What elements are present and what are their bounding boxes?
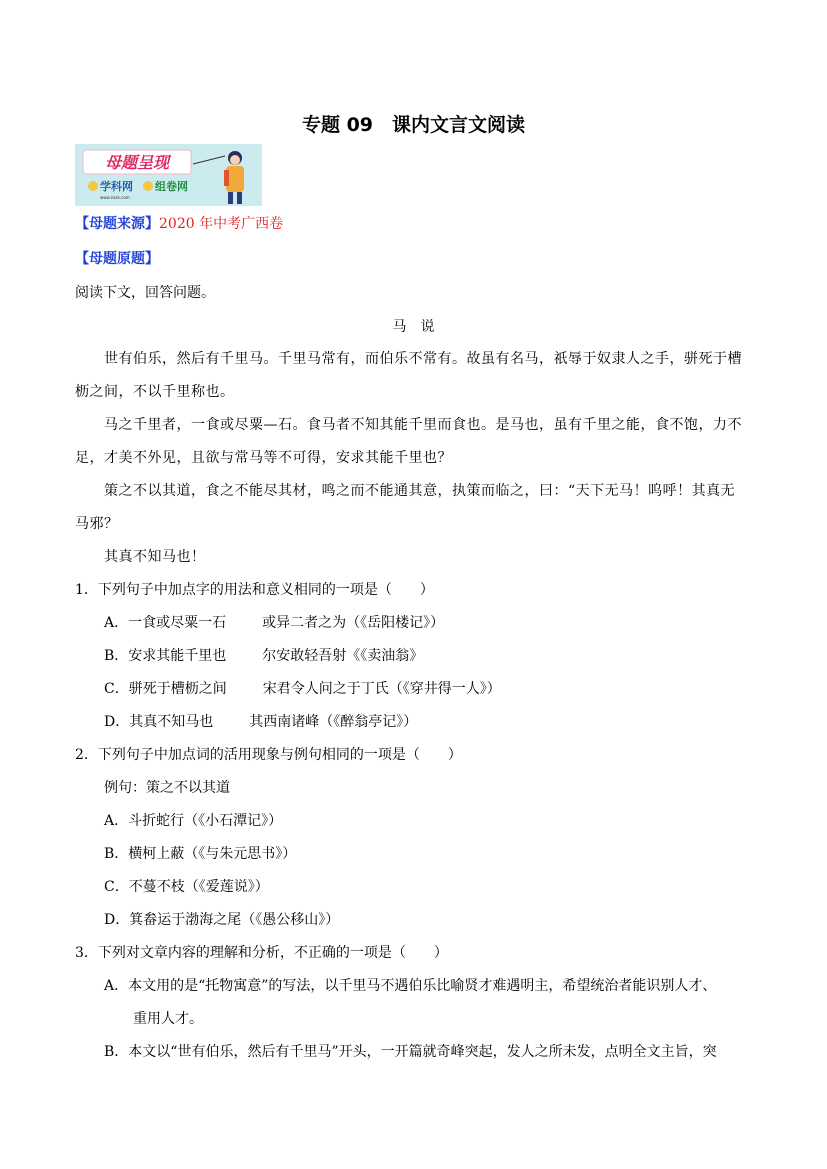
question-example: 例句：策之不以其道 xyxy=(104,780,230,796)
option-compare: 或异二者之为（《岳阳楼记》） xyxy=(262,615,445,631)
mother-question-banner xyxy=(75,144,262,206)
banner-heading: 母题呈现 xyxy=(104,153,170,172)
question-option xyxy=(104,712,417,732)
passage-line: 世有伯乐，然后有千里马。千里马常有，而伯乐不常有。故虽有名马，祇辱于奴隶人之手，骈死于槽 xyxy=(104,351,742,367)
passage-line: 马邪？ xyxy=(75,516,119,532)
question-option xyxy=(104,646,423,666)
question-stem: 1．下列句子中加点字的用法和意义相同的一项是（ ） xyxy=(75,582,434,598)
option-text: B．安求其能千里也 xyxy=(104,648,227,664)
option-compare: 其西南诸峰（《醉翁亭记》） xyxy=(249,714,418,730)
question-stem: 2．下列句子中加点词的活用现象与例句相同的一项是（ ） xyxy=(75,747,462,763)
option-text: A．一食或尽粟一石 xyxy=(104,615,227,631)
passage-title: 马 说 xyxy=(392,319,435,335)
source-label: 【母题来源】 xyxy=(75,216,159,232)
passage-line: 足，才美不外见，且欲与常马等不可得，安求其能千里也？ xyxy=(75,450,452,466)
svg-text:www.zxxk.com: www.zxxk.com xyxy=(100,195,130,200)
instruction: 阅读下文，回答问题。 xyxy=(75,285,215,301)
svg-text:组卷网: 组卷网 xyxy=(155,180,188,193)
svg-text:学科网: 学科网 xyxy=(100,180,133,193)
passage-line: 策之不以其道，食之不能尽其材，鸣之而不能通其意，执策而临之，曰：“天下无马！呜呼！其真无 xyxy=(104,483,736,499)
option-text: C．骈死于槽枥之间 xyxy=(104,681,227,697)
passage-line: 其真不知马也！ xyxy=(104,549,206,565)
option-text: D．其真不知马也 xyxy=(104,714,214,730)
passage-line: 马之千里者，一食或尽粟—石。食马者不知其能千里而食也。是马也，虽有千里之能，食不饱，力不 xyxy=(104,417,742,433)
question-option: A．本文用的是“托物寓意”的写法，以千里马不遇伯乐比喻贤才难遇明主，希望统治者能识别人才、 xyxy=(104,978,717,994)
question-option: B．横柯上蔽（《与朱元思书》） xyxy=(104,846,297,862)
question-option xyxy=(104,613,444,633)
question-option: D．箕畚运于渤海之尾（《愚公移山》） xyxy=(104,912,340,928)
original-question-label: 【母题原题】 xyxy=(75,251,159,267)
option-compare: 宋君令人问之于丁氏（《穿井得一人》） xyxy=(262,681,501,697)
source-value: 2020 年中考广西卷 xyxy=(159,216,284,232)
question-option: B．本文以“世有伯乐，然后有千里马”开头，一开篇就奇峰突起，发人之所未发，点明全文主旨，突 xyxy=(104,1044,717,1060)
question-option-continued: 重用人才。 xyxy=(133,1011,203,1027)
question-option: C．不蔓不枝（《爱莲说》） xyxy=(104,879,269,895)
passage-line: 枥之间，不以千里称也。 xyxy=(75,384,235,400)
source-line xyxy=(75,214,283,234)
question-option: A．斗折蛇行（《小石潭记》） xyxy=(104,813,283,829)
question-option xyxy=(104,679,501,699)
option-compare: 尔安敢轻吾射《《卖油翁》 xyxy=(262,648,424,664)
question-stem: 3．下列对文章内容的理解和分析，不正确的一项是（ ） xyxy=(75,945,448,961)
page-title: 专题 09 课内文言文阅读 xyxy=(301,114,526,136)
